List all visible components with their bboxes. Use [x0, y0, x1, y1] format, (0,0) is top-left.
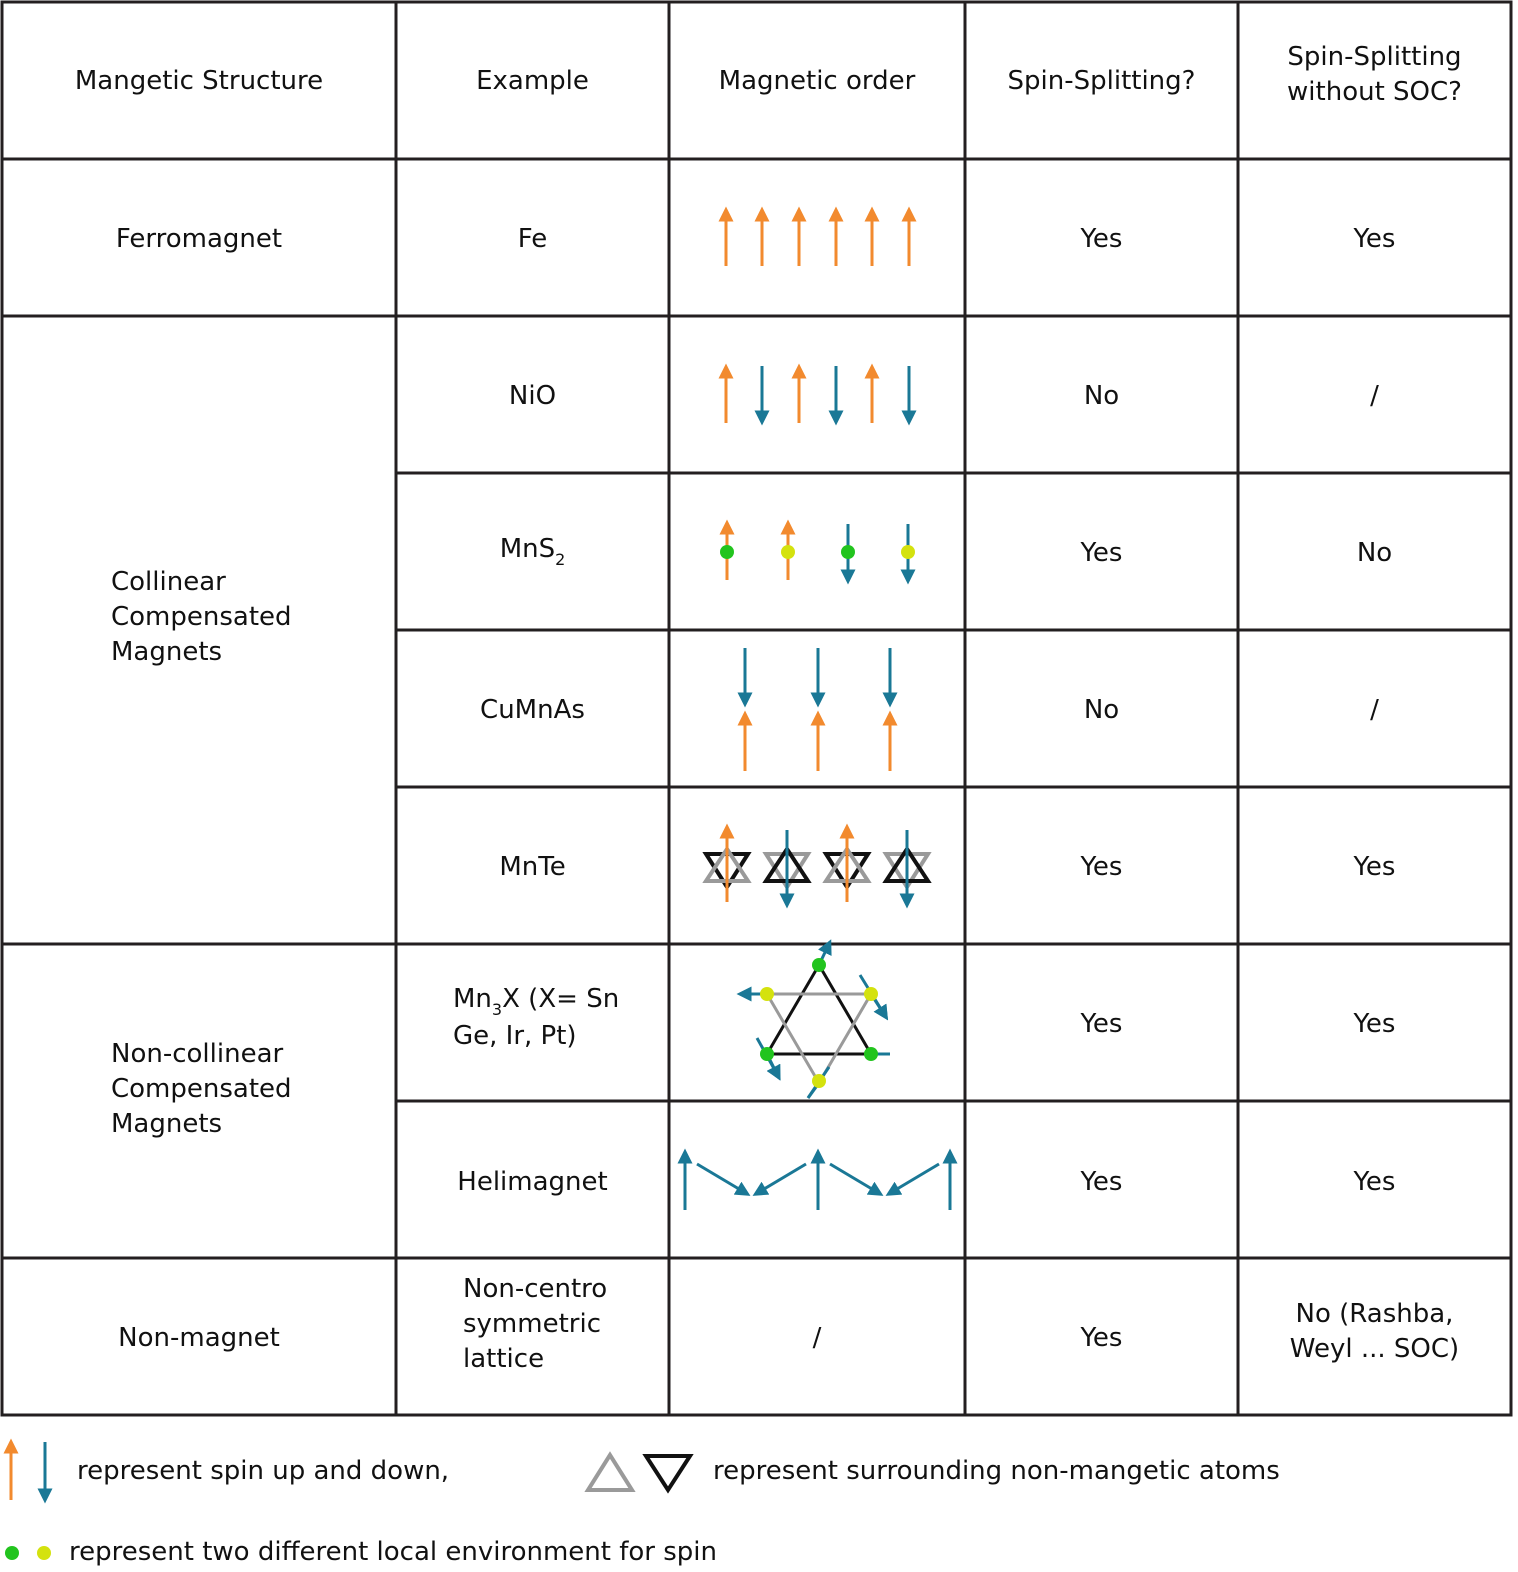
triangle-down-light [767, 994, 871, 1083]
example-mn3x: $Mn_3X$ (X= Sn Ge, Ir, Pt) [453, 984, 620, 1051]
split-mn3x: Yes [1080, 1009, 1123, 1039]
group-nonmagnet: Non-magnet [118, 1323, 280, 1353]
env-a-dot [864, 1047, 878, 1061]
example-fe: Fe [517, 224, 548, 254]
example-helimagnet: Helimagnet [457, 1167, 608, 1197]
header-spin-splitting-no-soc: Spin-Splitting without SOC? [1287, 42, 1462, 107]
header-spin-splitting: Spin-Splitting? [1007, 66, 1196, 96]
env-a-dot [841, 545, 855, 559]
env-a-dot [5, 1546, 19, 1560]
env-b-dot [812, 1074, 826, 1088]
nosoc-mnte: Yes [1353, 852, 1396, 882]
triangle-up-dark [767, 965, 871, 1054]
mnte-diagram [706, 830, 928, 902]
split-mns2: Yes [1080, 538, 1123, 568]
mns2-arrows [720, 524, 915, 580]
triangle-down-dark [646, 1456, 690, 1490]
legend-triangles-text: represent surrounding non-mangetic atoms [713, 1456, 1280, 1486]
cumnas-arrows [745, 648, 890, 771]
mn3x-diagram [744, 946, 890, 1098]
example-nio: NiO [508, 381, 557, 411]
nosoc-fe: Yes [1353, 224, 1396, 254]
helimagnet-diagram [685, 1156, 950, 1210]
triangle-up-light [588, 1455, 632, 1490]
header-magnetic-order: Magnetic order [718, 66, 916, 96]
split-fe: Yes [1080, 224, 1123, 254]
legend-spin-text: represent spin up and down, [77, 1456, 450, 1486]
group-noncollinear: Non-collinear Compensated Magnets [111, 1039, 292, 1139]
group-collinear: Collinear Compensated Magnets [111, 567, 292, 667]
spin-arrow [759, 1164, 806, 1192]
split-mnte: Yes [1080, 852, 1123, 882]
env-b-dot [781, 545, 795, 559]
header-structure: Mangetic Structure [74, 66, 324, 96]
order-noncentro: / [812, 1323, 822, 1353]
env-a-dot [760, 1047, 774, 1061]
spin-arrow [697, 1164, 744, 1192]
env-a-dot [812, 958, 826, 972]
env-b-dot [901, 545, 915, 559]
example-noncentro: Non-centro symmetric lattice [463, 1274, 608, 1374]
env-b-dot [37, 1546, 51, 1560]
nosoc-helimagnet: Yes [1353, 1167, 1396, 1197]
example-cumnas: CuMnAs [480, 695, 585, 725]
env-b-dot [864, 987, 878, 1001]
env-a-dot [720, 545, 734, 559]
example-mns2: MnS$_2$ [499, 534, 566, 569]
split-cumnas: No [1083, 695, 1120, 725]
group-ferromagnet: Ferromagnet [115, 224, 283, 254]
nio-arrows [726, 366, 909, 423]
nosoc-noncentro: No (Rashba, Weyl ... SOC) [1289, 1299, 1460, 1364]
env-b-dot [760, 987, 774, 1001]
header-example: Example [476, 66, 589, 96]
spin-arrow [892, 1164, 939, 1192]
spin-arrow [830, 1164, 877, 1192]
nosoc-mn3x: Yes [1353, 1009, 1396, 1039]
nosoc-mns2: No [1356, 538, 1393, 568]
legend-env-text: represent two different local environment for spin [69, 1537, 717, 1567]
example-mnte: MnTe [499, 852, 566, 882]
split-nio: No [1083, 381, 1120, 411]
fe-arrows [726, 214, 909, 266]
split-noncentro: Yes [1080, 1323, 1123, 1353]
nosoc-cumnas: / [1370, 695, 1379, 725]
nosoc-nio: / [1370, 381, 1379, 411]
split-helimagnet: Yes [1080, 1167, 1123, 1197]
